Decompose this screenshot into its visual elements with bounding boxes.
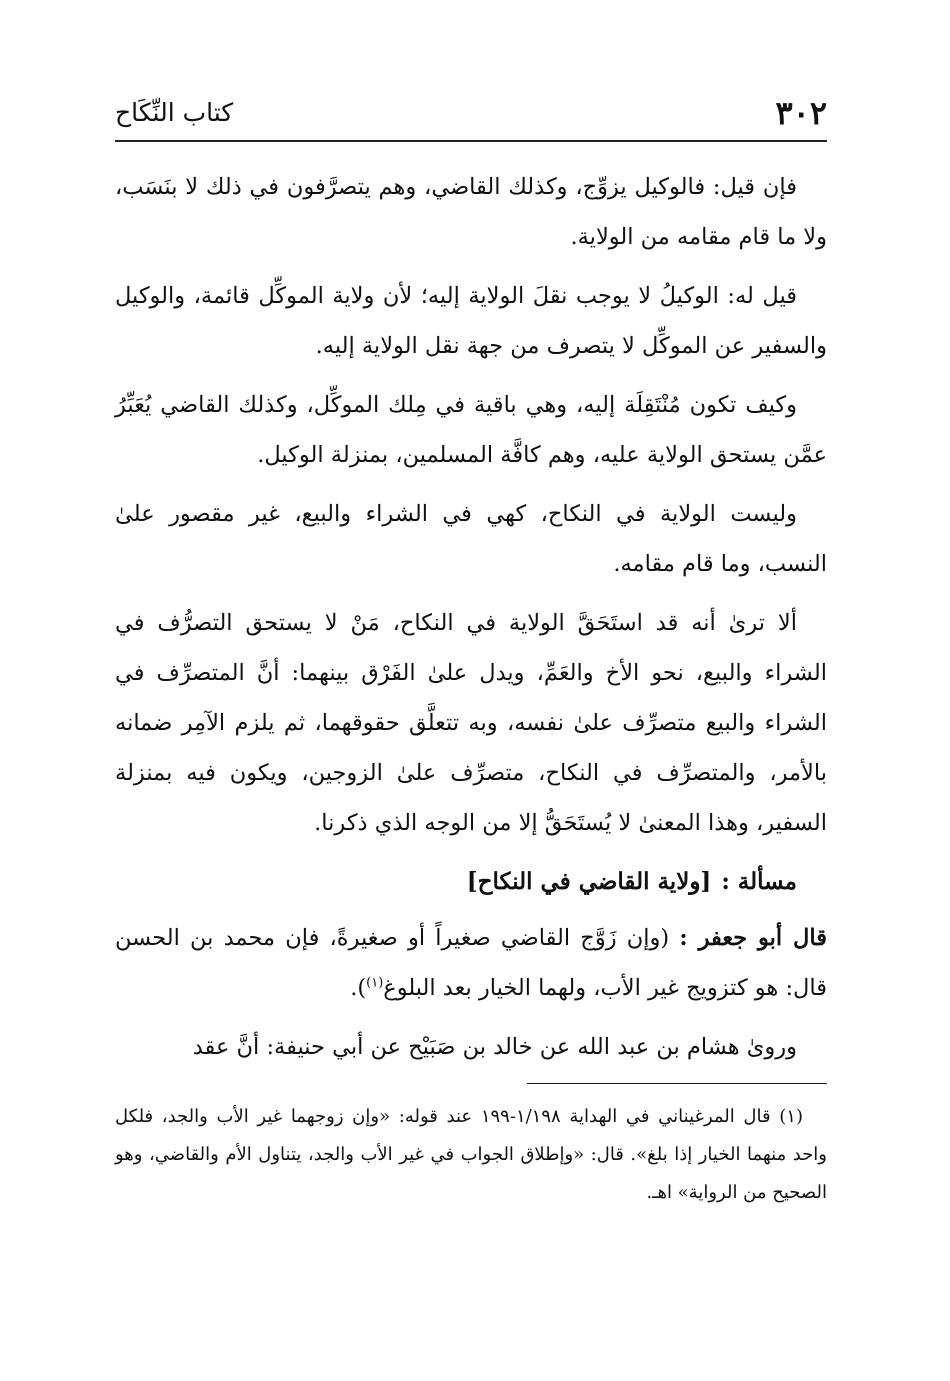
paragraph <box>115 380 827 480</box>
page-header <box>115 88 827 142</box>
paragraph <box>115 598 827 848</box>
main-text <box>115 162 827 1081</box>
section-heading <box>115 857 827 907</box>
paragraph <box>115 271 827 371</box>
paragraph <box>115 162 827 262</box>
paragraph-text-end: ). <box>350 975 367 1001</box>
paragraph-text: وليست الولاية في النكاح، كهي في الشراء والبيع، غير مقصور علىٰ النسب، وما قام مقامه. <box>115 501 827 577</box>
paragraph <box>115 1022 827 1072</box>
footnote <box>115 1098 827 1212</box>
heading-label: مسألة : <box>721 868 797 895</box>
paragraph-text: وكيف تكون مُنْتَقِلَة إليه، وهي باقية في مِلك الموكِّل، وكذلك القاضي يُعَبِّرُ عمَّن يستحق الولاية عليه، وهم كافَّة المسلمين، بمنزلة الوكيل. <box>115 392 827 468</box>
speaker-label: قال أبو جعفر : <box>679 925 827 951</box>
paragraph-text: فإن قيل: فالوكيل يزوِّج، وكذلك القاضي، وهم يتصرَّفون في ذلك لا بنَسَب، ولا ما قام مقامه من الولاية. <box>115 174 827 250</box>
footnote-divider <box>527 1083 827 1084</box>
heading-title: [ولاية القاضي في النكاح] <box>466 868 712 895</box>
paragraph-text: ألا ترىٰ أنه قد استَحَقَّ الولاية في النكاح، مَنْ لا يستحق التصرُّف في الشراء والبيع، نحو الأخ والعَمِّ، ويدل علىٰ الفَرْق بينهما: أنَّ المتصرِّف في الشراء والبيع متصرِّف علىٰ نفسه، وبه تتعلَّق حقوقهما، ثم يلزم الآمِر ضمانه بالأمر، والمتصرِّف في النكاح، متصرِّف علىٰ الزوجين، ويكون فيه بمنزلة السفير، وهذا المعنىٰ لا يُستَحَقُّ إلا من الوجه الذي ذكرنا. <box>115 610 827 836</box>
footnotes <box>115 1098 827 1212</box>
footnote-text: (١) قال المرغيناني في الهداية ١/١٩٨-١٩٩ عند قوله: «وإن زوجهما غير الأب والجد، فلكل واحد منهما الخيار إذا بلغ». قال: «وإطلاق الجواب في غير الأب والجد، يتناول الأم والقاضي، وهو الصحيح من الرواية» اهـ. <box>115 1106 827 1203</box>
page-number: ٣٠٢ <box>775 94 827 132</box>
running-title: كتاب النِّكَاح <box>115 98 234 127</box>
paragraph-text: قيل له: الوكيلُ لا يوجب نقلَ الولاية إليه؛ لأن ولاية الموكِّل قائمة، والوكيل والسفير عن الموكِّل لا يتصرف من جهة نقل الولاية إليه. <box>115 283 827 359</box>
paragraph <box>115 489 827 589</box>
paragraph <box>115 913 827 1013</box>
paragraph-text: (وإن زَوَّج القاضي صغيراً أو صغيرةً، فإن محمد بن الحسن قال: هو كتزويج غير الأب، ولهما الخيار بعد البلوغ <box>115 925 827 1001</box>
paragraph-text: وروىٰ هشام بن عبد الله عن خالد بن صَبَيْح عن أبي حنيفة: أنَّ عقد <box>192 1034 797 1060</box>
footnote-reference: (١) <box>366 975 384 991</box>
